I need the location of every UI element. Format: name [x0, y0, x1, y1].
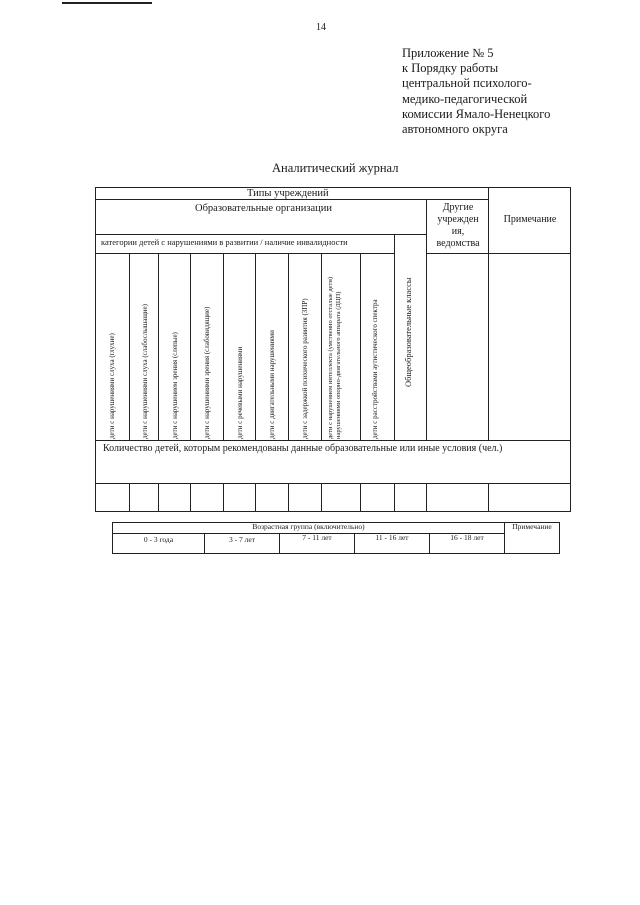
- category-label: дети с нарушениями слуха (глухие): [108, 333, 116, 439]
- categories-header: категории детей с нарушениями в развитии / наличие инвалидности: [101, 237, 348, 247]
- top-rule: [62, 2, 152, 4]
- appendix-line: центральной психолого-: [402, 76, 532, 91]
- category-label: дети с расстройствами аутистического спектра: [371, 299, 379, 439]
- category-label: дети с нарушениями слуха (слабослышащие): [141, 304, 149, 439]
- age-header: Возрастная группа (включительно): [252, 522, 365, 531]
- note-header: Примечание: [503, 214, 557, 225]
- types-header: Типы учреждений: [247, 188, 329, 199]
- category-label: дети с задержкой психического развития (ЗПР): [301, 298, 309, 439]
- general-classes-label: Общеобразовательные классы: [403, 277, 413, 387]
- appendix-line: Приложение № 5: [402, 46, 494, 60]
- other-orgs-line: ия,: [451, 226, 465, 237]
- data-cell: [190, 483, 224, 512]
- age-group: 7 - 11 лет: [302, 533, 332, 542]
- age-note-header: Примечание: [512, 522, 552, 531]
- category-label: дети с речевыми нарушениями: [236, 346, 244, 439]
- journal-title: Аналитический журнал: [272, 161, 399, 175]
- edu-orgs-header: Образовательные организации: [195, 203, 332, 214]
- appendix-line: к Порядку работы: [402, 61, 499, 76]
- age-group: 11 - 16 лет: [375, 533, 409, 542]
- data-cell: [321, 483, 361, 512]
- appendix-line: комиссии Ямало-Ненецкого: [402, 106, 551, 121]
- category-label: дети с двигательными нарушениями: [268, 330, 276, 439]
- category-label: дети с нарушением интеллекта (умственно отсталые дети) нарушениями опорно-двигательного аппарата (ДЦП): [327, 277, 342, 439]
- category-label: дети с нарушением зрения (слепые): [171, 332, 179, 439]
- age-group: 0 - 3 года: [143, 535, 174, 544]
- other-orgs-line: Другие: [442, 202, 474, 213]
- count-row-label: Количество детей, которым рекомендованы данные образовательные или иные условия (чел.): [103, 443, 503, 454]
- age-group: 16 - 18 лет: [450, 533, 484, 542]
- data-cell: [488, 483, 571, 512]
- data-cell: [394, 483, 427, 512]
- age-group: 3 - 7 лет: [229, 535, 255, 544]
- other-orgs-header: [427, 202, 489, 250]
- page-number: 14: [316, 22, 326, 33]
- journal-table: [95, 187, 571, 512]
- other-orgs-line: учрежден: [437, 214, 479, 225]
- age-group-table: [112, 522, 560, 554]
- appendix-line: медико-педагогической: [402, 91, 528, 106]
- data-cell: [129, 483, 159, 512]
- appendix-line: автономного округа: [402, 122, 508, 137]
- appendix-header: [402, 46, 550, 137]
- data-cell: [255, 483, 289, 512]
- category-label: дети с нарушениями зрения (слабовидящие): [203, 306, 211, 439]
- other-orgs-line: ведомства: [436, 238, 480, 249]
